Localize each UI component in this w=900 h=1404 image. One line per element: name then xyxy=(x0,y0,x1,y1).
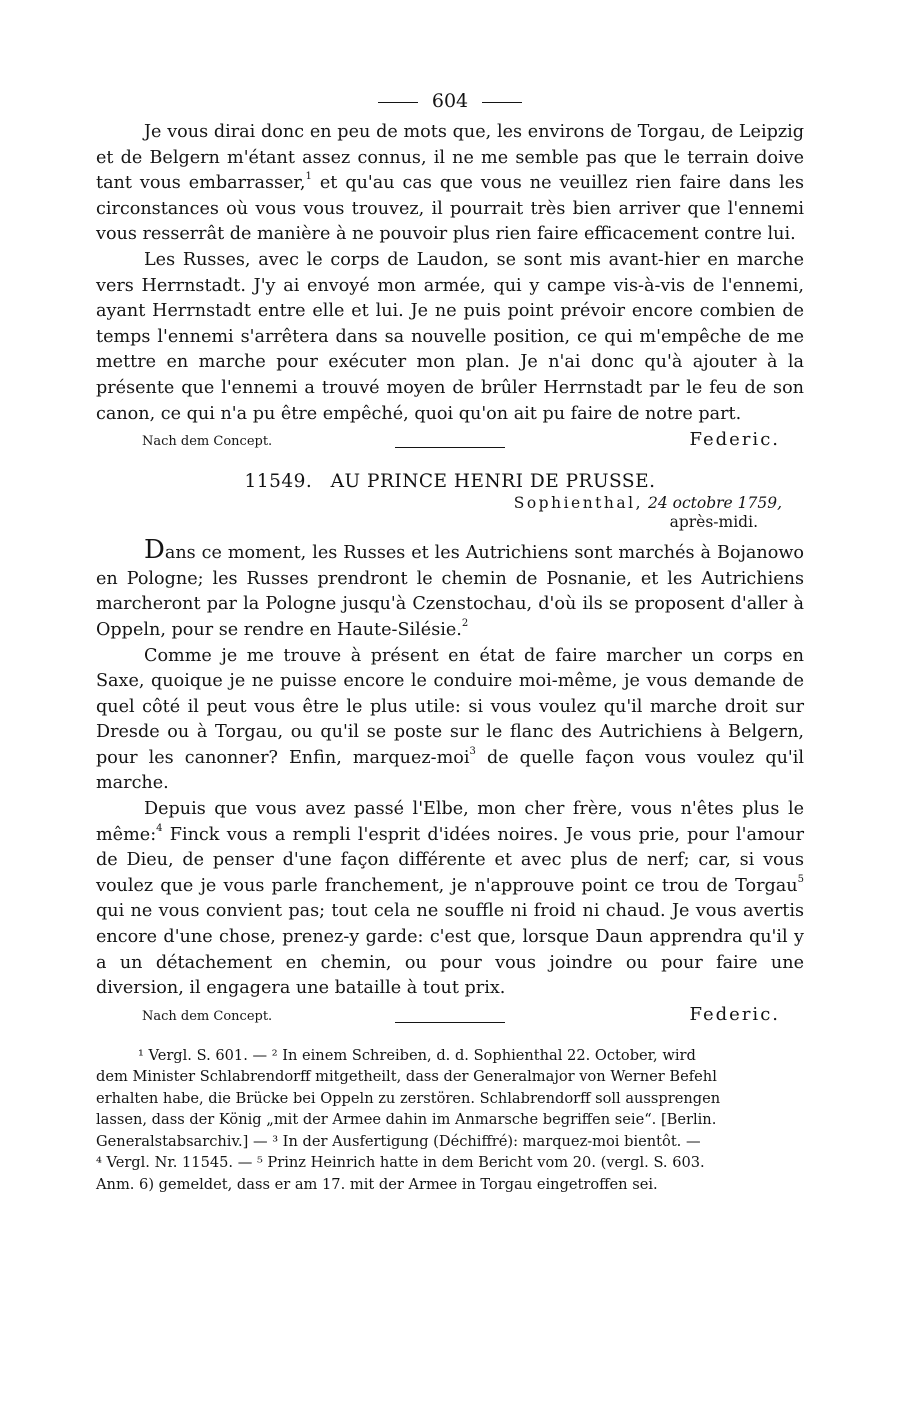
dateline-place: Sophienthal, xyxy=(513,494,644,513)
dateline-date: 24 octobre 1759, xyxy=(647,494,782,513)
dateline xyxy=(96,494,782,532)
paragraph xyxy=(96,535,804,643)
paragraph-text: de quelle façon vous voulez qu'il marche. xyxy=(96,747,804,794)
paragraph-text: Je vous dirai donc en peu de mots que, les environs de Torgau, de Leipzig et de Belgern m'étant assez connus, il ne me semble pas que le terrain doive tant vous embarrasser, xyxy=(96,122,804,194)
letter-recipient: AU PRINCE HENRI DE PRUSSE. xyxy=(330,471,656,493)
paragraph xyxy=(96,120,804,248)
footnote-marker: 1 xyxy=(305,171,312,183)
dateline-time: après-midi. xyxy=(669,513,758,532)
header-dash-right xyxy=(482,102,522,103)
page-header xyxy=(96,86,804,116)
paragraph-text: Dans ce moment, les Russes et les Autrichiens sont marchés à Bojanowo en Pologne; les Russes prendront le chemin de Posnanie, et les Autrichiens marcheront par la Pologne jusqu'à Czenstochau, d'où ils se proposent d'aller à Oppeln, pour se rendre en Haute-Silésie. xyxy=(96,535,804,640)
signature: Federic. xyxy=(689,1003,780,1025)
footnote-marker: 5 xyxy=(797,873,804,885)
paragraph-text: Comme je me trouve à présent en état de faire marcher un corps en Saxe, quoique je ne puisse encore le conduire moi-même, je vous demande de quel côté il peut vous être le plus utile: si vous voulez qu'il marche droit sur Dresde ou à Torgau, ou qu'il se poste sur le flanc des Autrichiens à Belgern, pour les canonner? Enfin, marquez-moi xyxy=(96,645,804,768)
letter-heading xyxy=(96,470,804,494)
footnote-line: ⁴ Vergl. Nr. 11545. — ⁵ Prinz Heinrich hatte in dem Bericht vom 20. (vergl. S. 603. xyxy=(96,1154,705,1172)
source-note: Nach dem Concept. xyxy=(142,1008,273,1024)
footnote-line: erhalten habe, die Brücke bei Oppeln zu zerstören. Schlabrendorff soll aussprengen xyxy=(96,1089,721,1107)
source-note: Nach dem Concept. xyxy=(142,434,273,450)
paragraph xyxy=(96,644,804,798)
footnote-line: ¹ Vergl. S. 601. — ² In einem Schreiben, d. d. Sophienthal 22. October, wird xyxy=(138,1046,696,1064)
footnotes xyxy=(96,1045,804,1196)
document-page xyxy=(96,86,804,1195)
separator-rule xyxy=(395,1022,505,1023)
letter-number: 11549. xyxy=(244,471,313,493)
signature: Federic. xyxy=(689,429,780,451)
separator-rule xyxy=(395,447,505,448)
signoff xyxy=(96,429,804,457)
footnote-line: lassen, dass der König „mit der Armee dahin im Anmarsche begriffen seie“. [Berlin. xyxy=(96,1111,717,1129)
footnote-marker: 3 xyxy=(469,746,476,758)
footnote-block xyxy=(96,1045,804,1067)
paragraph-text: qui ne vous convient pas; tout cela ne souffle ni froid ni chaud. Je vous avertis encore d'une chose, prenez-y garde: c'est que, lorsque Daun apprendra qu'il y a un détachement en chemin, ou pour vous joindre ou pour faire une diversion, il engagera une bataille à tout prix. xyxy=(96,901,804,999)
paragraph: Les Russes, avec le corps de Laudon, se sont mis avant-hier en marche vers Herrnstadt. J'y ai envoyé mon armée, qui y campe vis-à-vis de l'ennemi, ayant Herrnstadt entre elle et lui. Je ne puis point prévoir encore combien de temps l'ennemi s'arrêtera dans sa nouvelle position, ce qui m'empêche de me mettre en marche pour exécuter mon plan. Je n'ai donc qu'à ajouter à la présente que l'ennemi a trouvé moyen de brûler Herrnstadt par le feu de son canon, ce qui n'a pu être empêché, quoi qu'on ait pu faire de notre part. xyxy=(96,249,804,424)
footnote-marker: 4 xyxy=(156,822,163,834)
footnote-line: Anm. 6) gemeldet, dass er am 17. mit der Armee in Torgau eingetroffen sei. xyxy=(96,1175,658,1193)
signoff xyxy=(96,1004,804,1032)
paragraph-text: Finck vous a rempli l'esprit d'idées noires. Je vous prie, pour l'amour de Dieu, de penser d'une façon différente et avec plus de nerf; car, si vous voulez que je vous parle franchement, je n'approuve point ce trou de Torgau xyxy=(96,824,805,896)
footnote-line: dem Minister Schlabrendorff mitgetheilt, dass der Generalmajor von Werner Befehl xyxy=(96,1068,717,1086)
page-number: 604 xyxy=(431,90,469,112)
footnote-marker: 2 xyxy=(461,618,469,630)
paragraph-text: et qu'au cas que vous ne veuillez rien faire dans les circonstances où vous vous trouvez, il pourrait très bien arriver que l'ennemi vous resserrât de manière à ne pouvoir plus rien faire efficacement contre lui. xyxy=(96,173,805,245)
header-dash-left xyxy=(378,102,418,103)
paragraph xyxy=(96,797,804,1002)
paragraph-text: Depuis que vous avez passé l'Elbe, mon cher frère, vous n'êtes plus le même: xyxy=(96,799,804,845)
footnote-line: Generalstabsarchiv.] — ³ In der Ausfertigung (Déchiffré): marquez-moi bientôt. — xyxy=(96,1132,701,1150)
